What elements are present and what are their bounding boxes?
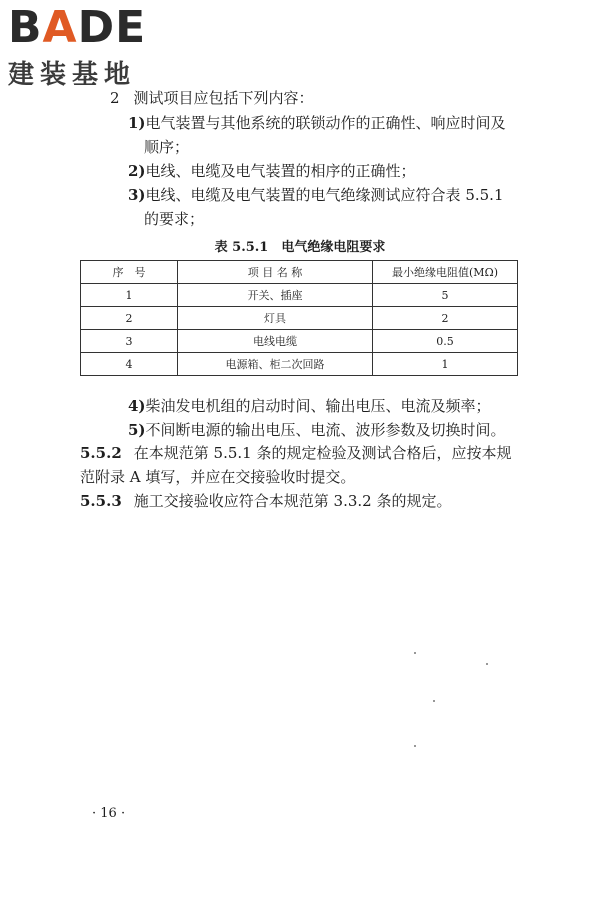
list-item-continuation: 的要求； [144,210,205,228]
table-cell: 2 [373,307,518,330]
scan-speck [414,652,416,654]
logo-wordmark: BADE [8,2,147,53]
logo-cn-text: 建装基地 [8,60,137,90]
list-item: 3)电线、电缆及电气装置的电气绝缘测试应符合表 5.5.1 [128,186,504,204]
table-cell: 灯具 [178,307,373,330]
list-item: 4)柴油发电机组的启动时间、输出电压、电流及频率； [128,397,491,415]
table-row [81,284,518,307]
table-row [81,307,518,330]
column-header: 序 号 [81,261,178,284]
list-item: 5)不间断电源的输出电压、电流、波形参数及切换时间。 [128,421,506,439]
table-cell: 0.5 [373,330,518,353]
section-5-5-2-continuation: 范附录 A 填写，并应在交接验收时提交。 [80,468,356,486]
table-row [81,353,518,376]
scan-speck [433,700,435,702]
section-5-5-2: 5.5.2 在本规范第 5.5.1 条的规定检验及测试合格后，应按本规 [80,444,512,462]
table-cell: 1 [81,284,178,307]
table-cell: 电线电缆 [178,330,373,353]
table-title: 表 5.5.1 电气绝缘电阻要求 [214,240,386,255]
insulation-table [80,260,518,376]
table-header-row [81,261,518,284]
column-header: 项 目 名 称 [178,261,373,284]
table-cell: 2 [81,307,178,330]
column-header: 最小绝缘电阻值(MΩ) [373,261,518,284]
table-cell: 电源箱、柜二次回路 [178,353,373,376]
logo [8,4,146,91]
intro-line: 2 测试项目应包括下列内容： [110,89,314,107]
scan-speck [486,663,488,665]
page-number: · 16 · [92,806,126,821]
list-item: 1)电气装置与其他系统的联锁动作的正确性、响应时间及 [128,114,506,132]
scan-speck [414,745,416,747]
table-cell: 4 [81,353,178,376]
section-5-5-3: 5.5.3 施工交接验收应符合本规范第 3.3.2 条的规定。 [80,492,452,510]
list-item-continuation: 顺序； [144,138,190,156]
table-cell: 5 [373,284,518,307]
list-item: 2)电线、电缆及电气装置的相序的正确性； [128,162,416,180]
table-cell: 3 [81,330,178,353]
table-row [81,330,518,353]
table-cell: 开关、插座 [178,284,373,307]
table-cell: 1 [373,353,518,376]
